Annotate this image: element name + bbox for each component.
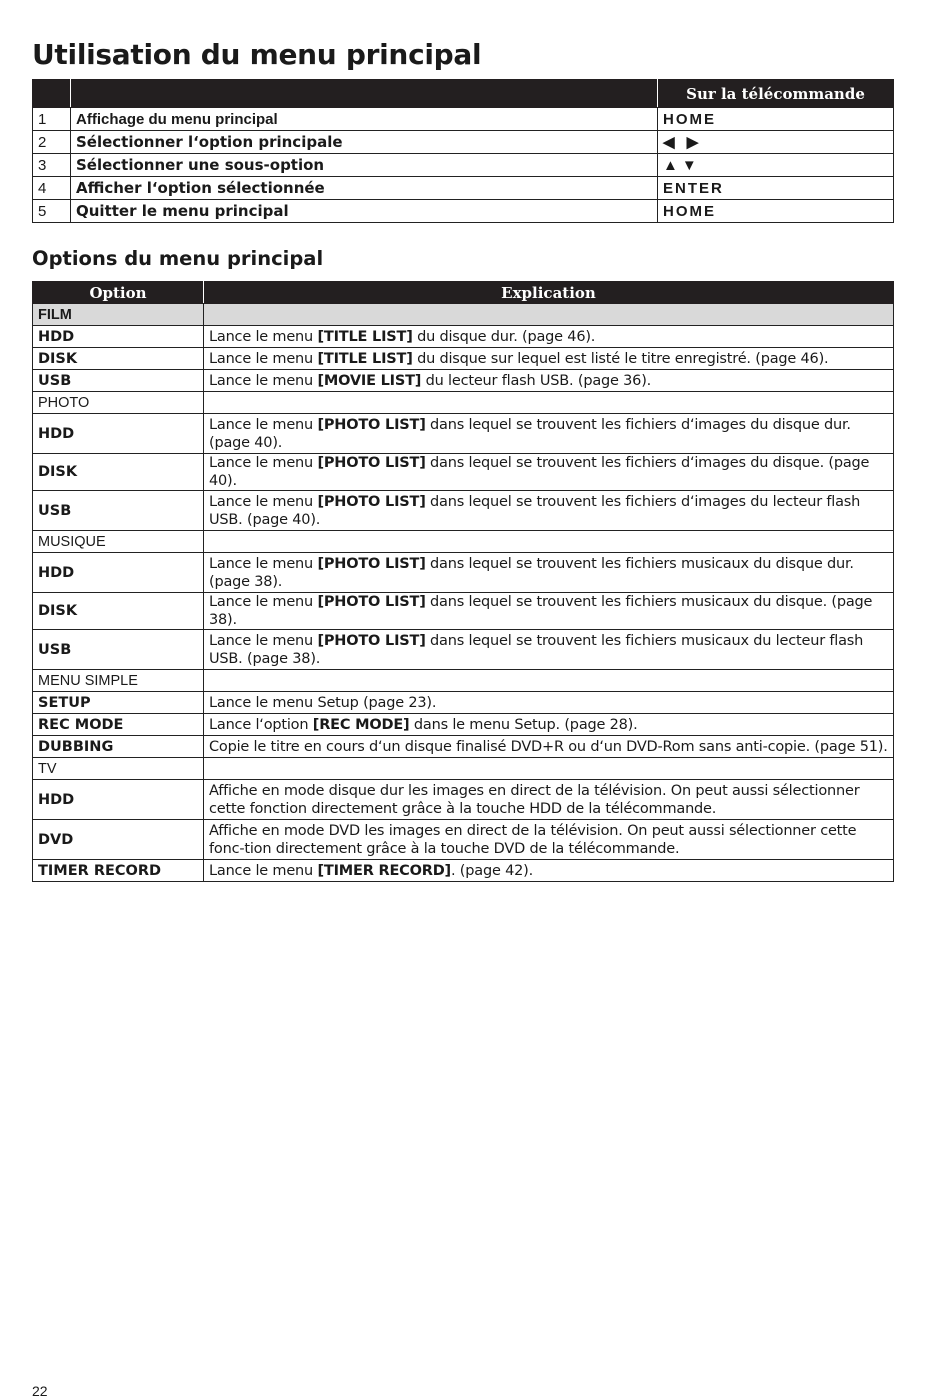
- explanation-text-end: du disque dur. (page 46).: [412, 328, 596, 345]
- option-explanation: [204, 593, 894, 630]
- explanation-text: Lance le menu Setup (page 23).: [209, 694, 437, 711]
- option-name: DVD: [33, 820, 204, 860]
- option-explanation: [204, 370, 894, 392]
- nav-step-number: 5: [33, 200, 71, 223]
- menu-navigation-table: [32, 79, 894, 223]
- option-explanation: [204, 780, 894, 820]
- nav-step-number: 2: [33, 131, 71, 154]
- options-header-explanation: Explication: [204, 282, 894, 304]
- explanation-text-end: dans lequel se trouvent les fichiers d‘images du disque dur. (page 40).: [209, 416, 851, 451]
- option-row: [33, 553, 894, 593]
- nav-remote-key: ▲▼: [658, 154, 894, 177]
- nav-header-action: [71, 80, 658, 108]
- explanation-text-end: du disque sur lequel est listé le titre enregistré. (page 46).: [412, 350, 829, 367]
- menu-reference: [PHOTO LIST]: [317, 555, 426, 572]
- explanation-text-end: dans lequel se trouvent les fichiers d‘images du disque. (page 40).: [209, 455, 870, 489]
- option-row: [33, 630, 894, 670]
- explanation-text: Lance le menu: [209, 862, 318, 879]
- option-row: [33, 593, 894, 630]
- explanation-text: Lance le menu: [209, 555, 318, 572]
- option-row: [33, 692, 894, 714]
- option-name: HDD: [33, 326, 204, 348]
- option-explanation: [204, 860, 894, 882]
- menu-reference: [PHOTO LIST]: [317, 632, 426, 649]
- option-row: [33, 414, 894, 454]
- options-header-option: Option: [33, 282, 204, 304]
- explanation-text: Copie le titre en cours d‘un disque finalisé DVD+R ou d‘un DVD-Rom sans anti-copie. (page 51).: [209, 738, 888, 755]
- option-name: HDD: [33, 414, 204, 454]
- options-table-header: [33, 282, 894, 304]
- nav-row: [33, 200, 894, 223]
- category-explanation: [204, 392, 894, 414]
- option-row: [33, 860, 894, 882]
- explanation-text-end: dans le menu Setup. (page 28).: [409, 716, 638, 733]
- category-row: [33, 531, 894, 553]
- explanation-text: Lance le menu: [209, 416, 318, 433]
- menu-reference: [TITLE LIST]: [317, 328, 413, 345]
- option-explanation: [204, 736, 894, 758]
- section-title: Options du menu principal: [32, 247, 324, 270]
- category-name: PHOTO: [33, 392, 204, 414]
- menu-reference: [REC MODE]: [312, 716, 410, 733]
- option-name: HDD: [33, 553, 204, 593]
- option-name: REC MODE: [33, 714, 204, 736]
- nav-row: [33, 177, 894, 200]
- explanation-text-end: dans lequel se trouvent les fichiers musicaux du disque dur. (page 38).: [209, 555, 854, 590]
- option-explanation: [204, 692, 894, 714]
- category-explanation: [204, 531, 894, 553]
- option-row: [33, 780, 894, 820]
- option-name: USB: [33, 630, 204, 670]
- explanation-text-end: dans lequel se trouvent les fichiers d‘images du lecteur flash USB. (page 40).: [209, 493, 861, 528]
- option-name: DISK: [33, 454, 204, 491]
- nav-table-header: [33, 80, 894, 108]
- option-row: [33, 348, 894, 370]
- option-name: DUBBING: [33, 736, 204, 758]
- option-explanation: [204, 348, 894, 370]
- explanation-text: Affiche en mode DVD les images en direct de la télévision. On peut aussi sélectionner cette fonc-tion directement grâce à la touche DVD de la télécommande.: [209, 822, 857, 857]
- option-name: DISK: [33, 348, 204, 370]
- option-row: [33, 370, 894, 392]
- option-explanation: [204, 414, 894, 454]
- category-name: TV: [33, 758, 204, 780]
- menu-reference: [PHOTO LIST]: [317, 416, 426, 433]
- option-explanation: [204, 714, 894, 736]
- option-explanation: [204, 491, 894, 531]
- explanation-text: Lance le menu: [209, 455, 318, 471]
- option-explanation: [204, 326, 894, 348]
- page-number: 22: [32, 1383, 48, 1399]
- option-row: [33, 820, 894, 860]
- category-name: MENU SIMPLE: [33, 670, 204, 692]
- explanation-text: Lance le menu: [209, 328, 318, 345]
- category-name: FILM: [33, 304, 204, 326]
- option-explanation: [204, 630, 894, 670]
- explanation-text: Lance le menu: [209, 594, 318, 610]
- menu-reference: [TITLE LIST]: [317, 350, 413, 367]
- nav-step-action: Affichage du menu principal: [71, 108, 658, 131]
- menu-reference: [TIMER RECORD]: [317, 862, 451, 879]
- menu-reference: [PHOTO LIST]: [317, 493, 426, 510]
- page-title: Utilisation du menu principal: [32, 38, 482, 71]
- nav-header-num: [33, 80, 71, 108]
- option-name: USB: [33, 491, 204, 531]
- category-row: [33, 304, 894, 326]
- explanation-text-end: du lecteur flash USB. (page 36).: [421, 372, 652, 389]
- nav-step-action: Afficher l‘option sélectionnée: [71, 177, 658, 200]
- option-explanation: [204, 454, 894, 491]
- option-row: [33, 326, 894, 348]
- category-explanation: [204, 758, 894, 780]
- menu-reference: [PHOTO LIST]: [317, 455, 426, 471]
- nav-step-action: Sélectionner l‘option principale: [71, 131, 658, 154]
- category-explanation: [204, 304, 894, 326]
- option-explanation: [204, 553, 894, 593]
- nav-step-number: 1: [33, 108, 71, 131]
- option-name: USB: [33, 370, 204, 392]
- category-row: [33, 392, 894, 414]
- explanation-text: Lance le menu: [209, 493, 318, 510]
- nav-step-action: Sélectionner une sous-option: [71, 154, 658, 177]
- explanation-text: Lance le menu: [209, 632, 318, 649]
- option-row: [33, 714, 894, 736]
- explanation-text: Lance le menu: [209, 372, 318, 389]
- explanation-text: Affiche en mode disque dur les images en direct de la télévision. On peut aussi sélectionner cette fonction directement grâce à la touche HDD de la télécommande.: [209, 782, 860, 817]
- option-row: [33, 454, 894, 491]
- explanation-text-end: dans lequel se trouvent les fichiers musicaux du lecteur flash USB. (page 38).: [209, 632, 864, 667]
- category-row: [33, 758, 894, 780]
- option-row: [33, 491, 894, 531]
- nav-remote-key: HOME: [658, 200, 894, 223]
- option-name: TIMER RECORD: [33, 860, 204, 882]
- explanation-text: Lance l‘option: [209, 716, 313, 733]
- option-name: SETUP: [33, 692, 204, 714]
- category-name: MUSIQUE: [33, 531, 204, 553]
- nav-remote-key: ENTER: [658, 177, 894, 200]
- nav-header-remote: Sur la télécommande: [658, 80, 894, 108]
- explanation-text-end: dans lequel se trouvent les fichiers musicaux du disque. (page 38).: [209, 594, 873, 628]
- nav-step-number: 3: [33, 154, 71, 177]
- category-explanation: [204, 670, 894, 692]
- option-name: HDD: [33, 780, 204, 820]
- explanation-text: Lance le menu: [209, 350, 318, 367]
- category-row: [33, 670, 894, 692]
- option-explanation: [204, 820, 894, 860]
- explanation-text-end: . (page 42).: [450, 862, 534, 879]
- nav-row: [33, 154, 894, 177]
- nav-remote-key: ◀ ▶: [658, 131, 894, 154]
- nav-step-action: Quitter le menu principal: [71, 200, 658, 223]
- nav-remote-key: HOME: [658, 108, 894, 131]
- menu-reference: [MOVIE LIST]: [317, 372, 422, 389]
- nav-step-number: 4: [33, 177, 71, 200]
- menu-reference: [PHOTO LIST]: [317, 594, 426, 610]
- option-name: DISK: [33, 593, 204, 630]
- menu-options-table: [32, 281, 894, 882]
- nav-row: [33, 131, 894, 154]
- nav-row: [33, 108, 894, 131]
- option-row: [33, 736, 894, 758]
